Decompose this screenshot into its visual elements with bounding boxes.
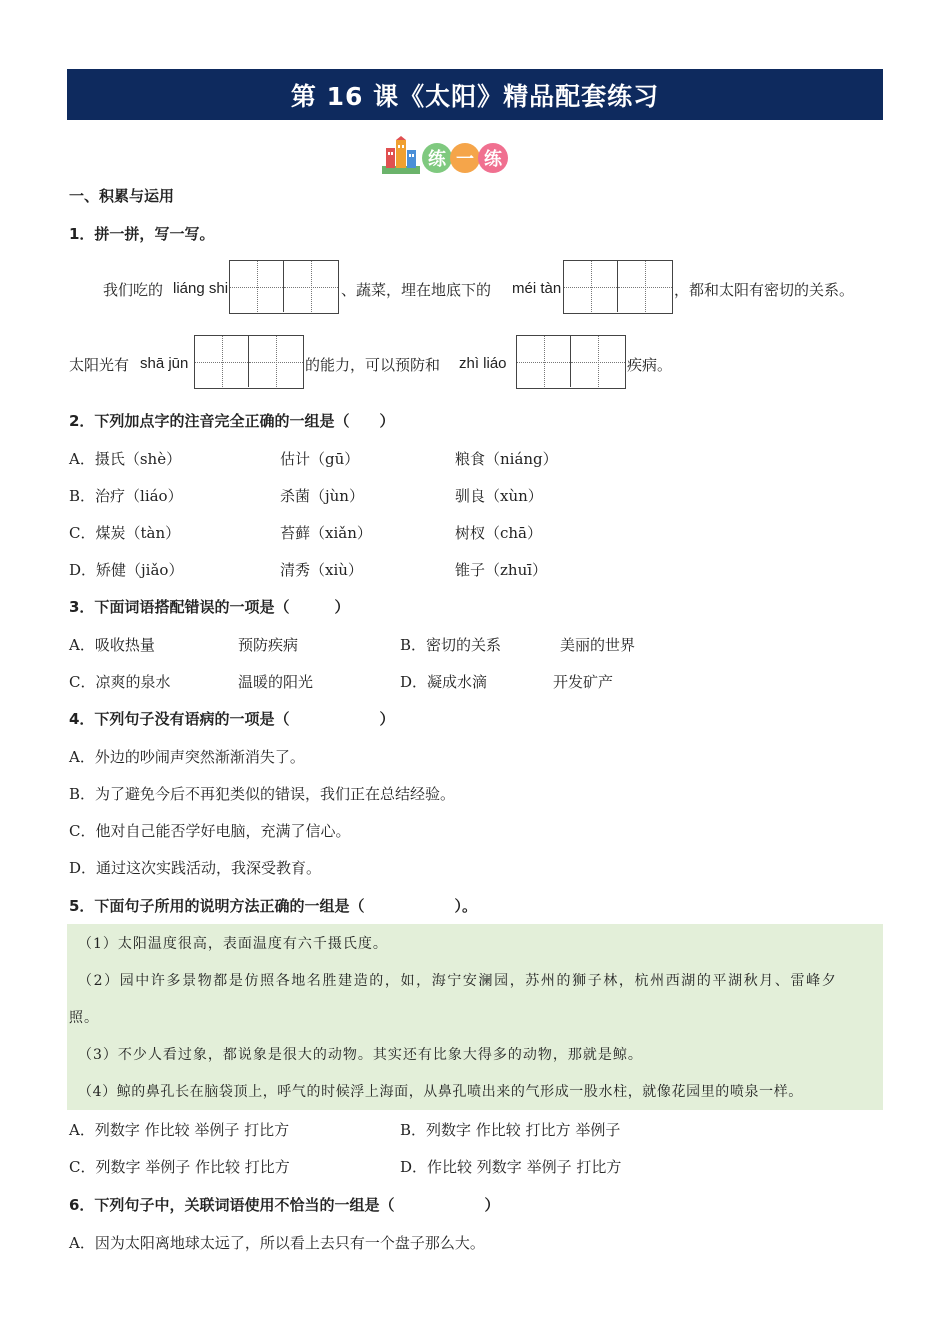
- q5-heading: 5．下面句子所用的说明方法正确的一组是（ ）。: [69, 897, 477, 915]
- practice-badge: [380, 134, 512, 178]
- q5-sentence-2-cont: 照。: [69, 1010, 99, 1026]
- badge-char-1: 练: [422, 143, 452, 173]
- q1-l2-pinyin-1: shā jūn: [140, 355, 189, 372]
- q2-option: C．煤炭（tàn）: [69, 524, 181, 542]
- badge-char-2: 一: [450, 143, 480, 173]
- q5-sentence-2: （2）园中许多景物都是仿照各地名胜建造的，如，海宁安澜园，苏州的狮子林，杭州西湖的平湖秋月、雷峰夕: [78, 973, 838, 989]
- q2-option: 驯良（xùn）: [455, 487, 543, 505]
- q5-option-b: B．列数字 作比较 打比方 举例子: [400, 1121, 621, 1139]
- section-heading: 一、积累与运用: [69, 187, 175, 205]
- q2-option: 树杈（chā）: [455, 524, 543, 542]
- q1-l2-text-1: 太阳光有: [69, 356, 130, 374]
- q5-sentence-4: （4）鲸的鼻孔长在脑袋顶上，呼气的时候浮上海面，从鼻孔喷出来的气形成一股水柱，就像花园里的喷泉一样。: [78, 1084, 803, 1100]
- badge-char-3: 练: [478, 143, 508, 173]
- q5-option-a: A．列数字 作比较 举例子 打比方: [69, 1121, 290, 1139]
- q2-option: 估计（gū）: [280, 450, 360, 468]
- q2-option: 清秀（xiù）: [280, 561, 363, 579]
- q2-option: 粮食（niáng）: [455, 450, 558, 468]
- q4-option-d: D．通过这次实践活动，我深受教育。: [69, 859, 322, 877]
- q3-option: 开发矿产: [553, 673, 614, 691]
- answer-grid-zhiliao[interactable]: [516, 335, 626, 389]
- answer-grid-shajun[interactable]: [194, 335, 304, 389]
- q1-l2-pinyin-2: zhì liáo: [459, 355, 507, 372]
- q2-option: 苔藓（xiǎn）: [280, 524, 372, 542]
- q3-option: 温暖的阳光: [238, 673, 314, 691]
- q4-heading: 4．下列句子没有语病的一项是（ ）: [69, 710, 395, 728]
- answer-grid-meitan[interactable]: [563, 260, 673, 314]
- q1-l1-text-1: 我们吃的: [103, 281, 164, 299]
- page-title: 第 16 课《太阳》精品配套练习: [67, 69, 883, 120]
- q3-option: A．吸收热量: [69, 636, 155, 654]
- q3-option: D．凝成水滴: [400, 673, 488, 691]
- q2-option: A．摄氏（shè）: [69, 450, 182, 468]
- q1-l1-text-2: 、蔬菜，埋在地底下的: [341, 281, 492, 299]
- q5-option-d: D．作比较 列数字 举例子 打比方: [400, 1158, 622, 1176]
- q1-l1-pinyin-1: liáng shi: [173, 280, 229, 297]
- q3-option: B．密切的关系: [400, 636, 502, 654]
- q5-option-c: C．列数字 举例子 作比较 打比方: [69, 1158, 290, 1176]
- q1-l1-text-3: ，都和太阳有密切的关系。: [674, 281, 855, 299]
- q2-option: 杀菌（jùn）: [280, 487, 364, 505]
- q1-l2-text-2: 的能力，可以预防和: [305, 356, 441, 374]
- q4-option-a: A．外边的吵闹声突然渐渐消失了。: [69, 748, 305, 766]
- q2-option: D．矫健（jiǎo）: [69, 561, 184, 579]
- q1-l1-pinyin-2: méi tàn: [512, 280, 562, 297]
- q3-heading: 3．下面词语搭配错误的一项是（ ）: [69, 598, 350, 616]
- q5-sentence-1: （1）太阳温度很高，表面温度有六千摄氏度。: [78, 936, 388, 952]
- q6-option-a: A．因为太阳离地球太远了，所以看上去只有一个盘子那么大。: [69, 1234, 485, 1252]
- q2-heading: 2．下列加点字的注音完全正确的一组是（ ）: [69, 412, 395, 430]
- q3-option: C．凉爽的泉水: [69, 673, 171, 691]
- q1-l2-text-3: 疾病。: [627, 356, 673, 374]
- q3-option: 预防疾病: [238, 636, 299, 654]
- building-icon: [380, 136, 422, 176]
- q4-option-c: C．他对自己能否学好电脑，充满了信心。: [69, 822, 351, 840]
- q4-option-b: B．为了避免今后不再犯类似的错误，我们正在总结经验。: [69, 785, 456, 803]
- q2-option: B．治疗（liáo）: [69, 487, 183, 505]
- q1-heading: 1．拼一拼，写一写。: [69, 225, 215, 243]
- answer-grid-liangshi[interactable]: [229, 260, 339, 314]
- q5-sentence-3: （3）不少人看过象，都说象是很大的动物。其实还有比象大得多的动物，那就是鲸。: [78, 1047, 643, 1063]
- q3-option: 美丽的世界: [560, 636, 636, 654]
- q2-option: 锥子（zhuī）: [455, 561, 548, 579]
- q6-heading: 6．下列句子中，关联词语使用不恰当的一组是（ ）: [69, 1196, 500, 1214]
